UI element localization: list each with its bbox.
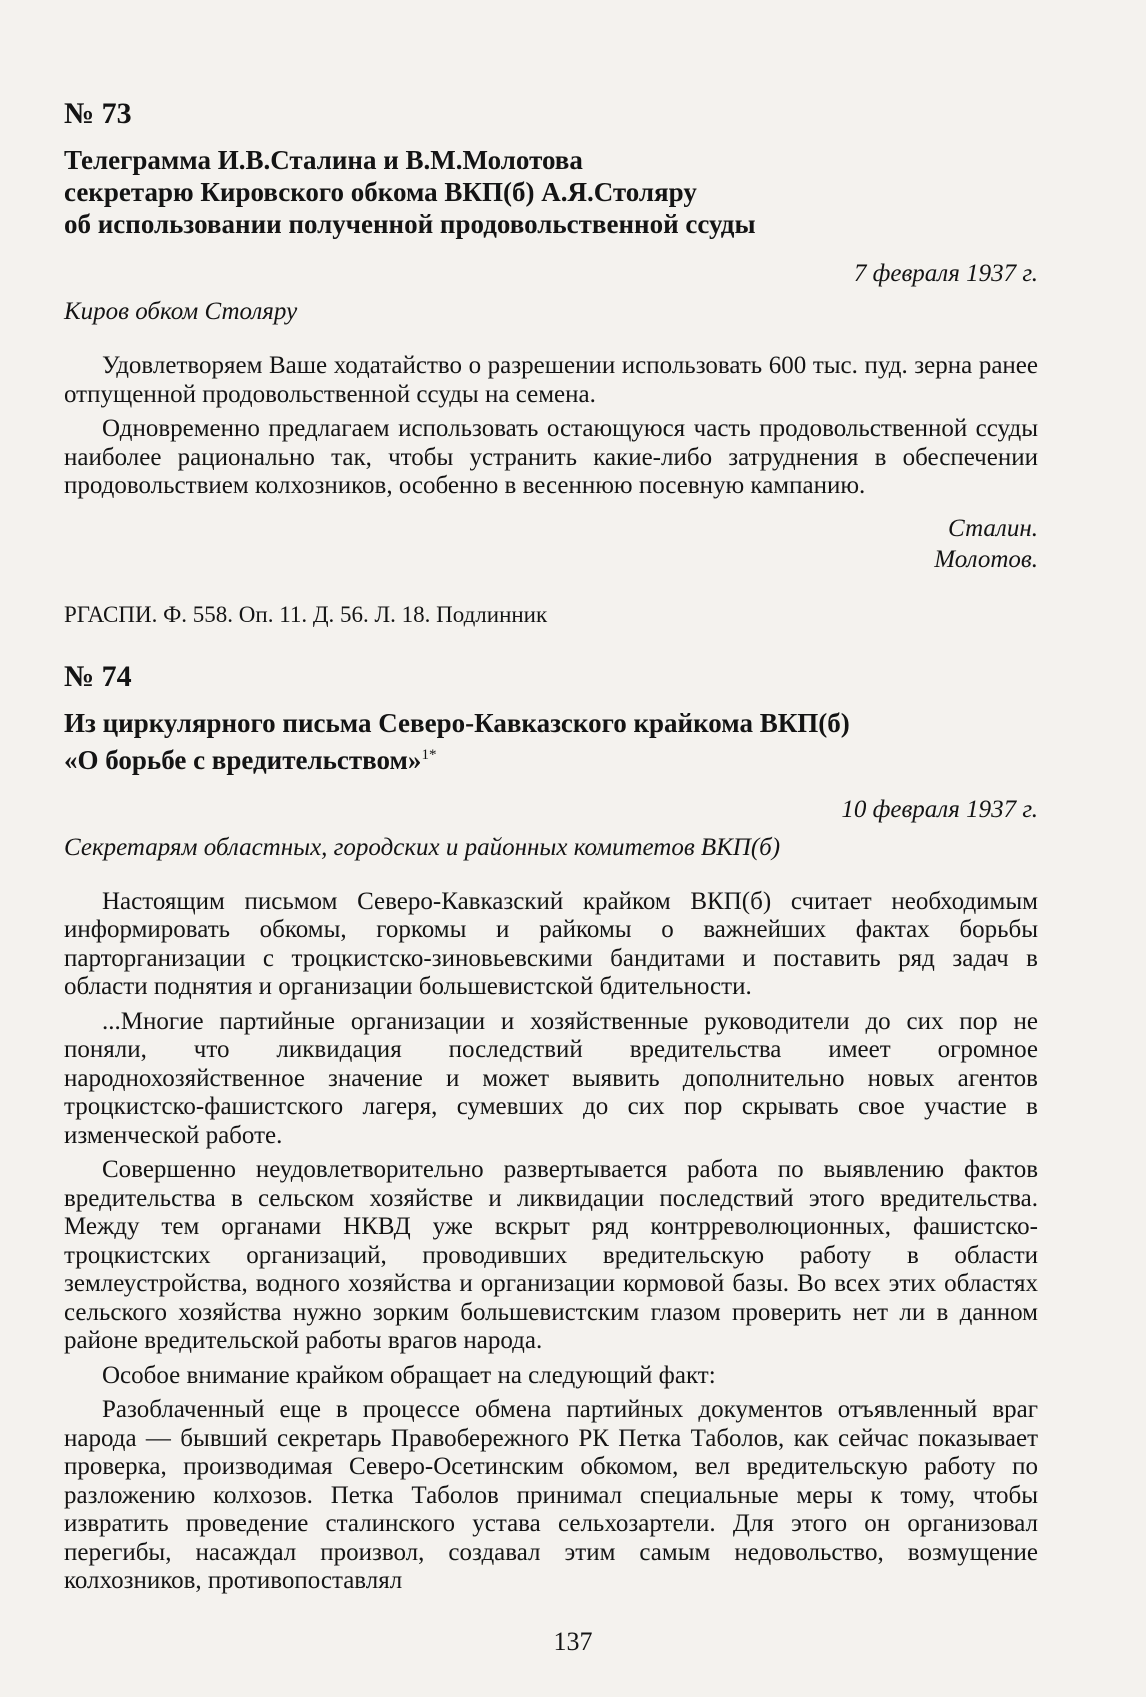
signature-block: [64, 513, 1038, 575]
signature: Молотов.: [934, 545, 1038, 573]
archive-source: РГАСПИ. Ф. 558. Оп. 11. Д. 56. Л. 18. Подлинник: [64, 601, 548, 627]
paragraph: Разоблаченный еще в процессе обмена партийных документов отъявленный враг народа — бывший секретарь Правобережного РК Петка Таболов, как сейчас показывает проверка, производимая Северо-Осетинским обкомом, вел вредительскую работу по разложению колхозов. Петка Таболов принимал специальные меры к тому, чтобы извратить проведение сталинского устава сельхозартели. Для этого он организовал перегибы, насаждал произвол, создавал этим самым недовольство, возмущение колхозников, противопоставлял: [64, 1396, 1038, 1594]
document-date: 7 февраля 1937 г.: [853, 260, 1038, 287]
document-73: [64, 96, 1038, 629]
document-74: [64, 659, 1038, 1596]
paragraph: Совершенно неудовлетворительно развертывается работа по выявлению фактов вредительства в сельском хозяйстве и ликвидации последствий этого вредительства. Между тем органами НКВД уже вскрыт ряд контрреволюционных, фашистско-троцкистских организаций, проводивших вредительскую работу в области землеустройства, водного хозяйства и организации кормовой базы. Во всех этих областях сельского хозяйства нужно зорким большевистским глазом проверить нет ли в данном районе вредительской работы врагов народа.: [64, 1156, 1038, 1354]
paragraph: Одновременно предлагаем использовать остающуюся часть продовольственной ссуды наиболее рационально так, чтобы устранить какие-либо затруднения в обеспечении продовольствием колхозников, особенно в весеннюю посевную кампанию.: [64, 415, 1038, 499]
document-addressee: Секретарям областных, городских и районных комитетов ВКП(б): [64, 833, 781, 861]
signature: Сталин.: [948, 514, 1038, 542]
title-line: секретарю Кировского обкома ВКП(б) А.Я.Столяру: [64, 177, 697, 207]
title-line: Телеграмма И.В.Сталина и В.М.Молотова: [64, 145, 583, 175]
title-line: «О борьбе с вредительством»: [64, 744, 422, 775]
paragraph: ...Многие партийные организации и хозяйственные руководители до сих пор не поняли, что ликвидация последствий вредительства имеет огромное народнохозяйственное значение и может выявить дополнительно новых агентов троцкистско-фашистского лагеря, сумевших до сих пор скрывать свое участие в изменческой работе.: [64, 1007, 1038, 1149]
document-date: 10 февраля 1937 г.: [841, 795, 1038, 823]
title-line: Из циркулярного письма Северо-Кавказского крайкома ВКП(б): [64, 707, 850, 738]
paragraph: Настоящим письмом Северо-Кавказский крайком ВКП(б) считает необходимым информировать обкомы, горкомы и райкомы о важнейших фактах борьбы парторганизации с троцкистско-зиновьевскими бандитами и поставить ряд задач в области поднятия и организации большевистской бдительности.: [64, 887, 1038, 1000]
document-number: № 74: [64, 659, 132, 693]
footnote-mark: 1*: [421, 746, 437, 763]
document-title: [64, 144, 1038, 240]
document-addressee: Киров обком Столяру: [64, 298, 298, 325]
paragraph: Удовлетворяем Ваше ходатайство о разрешении использовать 600 тыс. пуд. зерна ранее отпущенной продовольственной ссуды на семена.: [64, 352, 1038, 408]
document-number: № 73: [64, 97, 132, 130]
page-content: [64, 96, 1038, 1602]
document-title: [64, 707, 1038, 776]
title-line: об использовании полученной продовольственной ссуды: [64, 209, 756, 239]
page-number: 137: [553, 1627, 593, 1656]
paragraph: Особое внимание крайком обращает на следующий факт:: [102, 1361, 716, 1389]
